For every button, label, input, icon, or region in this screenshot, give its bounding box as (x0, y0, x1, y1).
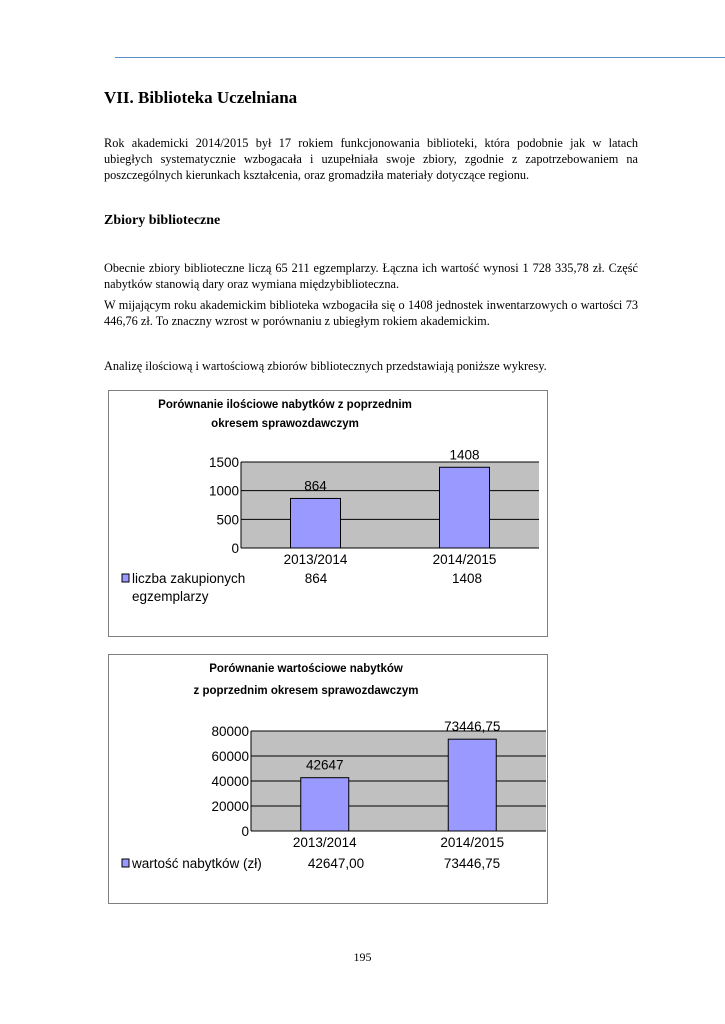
y-tick-label: 1500 (208, 455, 239, 470)
intro-paragraph: Rok akademicki 2014/2015 był 17 rokiem funkcjonowania biblioteki, która podobnie jak w latach ubiegłych systematycznie wzbogacała i uzupełniała swoje zbiory, zgodnie z zapotrzebowaniem na poszczególnych kierunkach kształcenia, oraz gromadziła materiały dotyczące regionu. (104, 136, 638, 182)
acquisitions-paragraph: W mijającym roku akademickim biblioteka wzbogaciła się o 1408 jednostek inwentarzowych o wartości 73 446,76 zł. To znaczny wzrost w porównaniu z ubiegłym rokiem akademickim. (104, 298, 638, 328)
plot-area (241, 462, 539, 548)
collection-paragraph: Obecnie zbiory biblioteczne liczą 65 211 egzemplarzy. Łączna ich wartość wynosi 1 728 335,78 zł. Część nabytków stanowią dary oraz wymiana międzybiblioteczna. (104, 261, 638, 291)
y-tick-label: 40000 (211, 774, 249, 789)
header-rule (115, 57, 725, 58)
section-heading: VII. Biblioteka Uczelniana (104, 88, 298, 107)
y-tick-label: 60000 (211, 749, 249, 764)
subsection-heading: Zbiory biblioteczne (104, 213, 221, 228)
data-table-value: 864 (304, 571, 328, 586)
legend-swatch (122, 859, 129, 867)
chart-title-line: Porównanie ilościowe nabytków z poprzednim (158, 399, 412, 411)
bar (448, 739, 496, 831)
quantity-chart-svg (109, 391, 547, 636)
data-label: 42647 (305, 757, 344, 773)
data-label: 864 (304, 478, 327, 494)
data-table-value: 1408 (451, 571, 483, 586)
y-tick-label: 0 (241, 824, 249, 839)
charts-intro-paragraph: Analizę ilościową i wartościową zbiorów bibliotecznych przedstawiają poniższe wykresy. (104, 359, 547, 373)
chart-title-line: Porównanie wartościowe nabytków (209, 663, 403, 675)
data-label: 73446,75 (444, 719, 501, 735)
bar (291, 498, 341, 548)
bar (301, 778, 349, 831)
legend-label: liczba zakupionych (132, 571, 246, 586)
legend-label: wartość nabytków (zł) (132, 856, 262, 871)
data-label: 1408 (449, 447, 480, 463)
x-tick-label: 2013/2014 (292, 835, 357, 850)
page-number: 195 (353, 950, 372, 964)
value-chart-svg (109, 655, 547, 903)
y-tick-label: 500 (216, 512, 239, 528)
x-tick-label: 2013/2014 (283, 552, 348, 567)
quantity-chart (108, 390, 548, 637)
y-tick-label: 1000 (208, 483, 239, 499)
y-tick-label: 20000 (211, 799, 249, 814)
chart-title-line: z poprzednim okresem sprawozdawczym (193, 685, 419, 697)
legend-swatch (122, 574, 129, 582)
bar (440, 467, 490, 548)
data-table-value: 73446,75 (443, 856, 501, 871)
y-tick-label: 80000 (211, 724, 249, 739)
x-tick-label: 2014/2015 (440, 835, 505, 850)
value-chart (108, 654, 548, 904)
chart-title-line: okresem sprawozdawczym (211, 418, 359, 430)
x-tick-label: 2014/2015 (432, 552, 497, 567)
legend-label: egzemplarzy (132, 589, 209, 604)
data-table-value: 42647,00 (307, 856, 365, 871)
y-tick-label: 0 (231, 541, 239, 556)
